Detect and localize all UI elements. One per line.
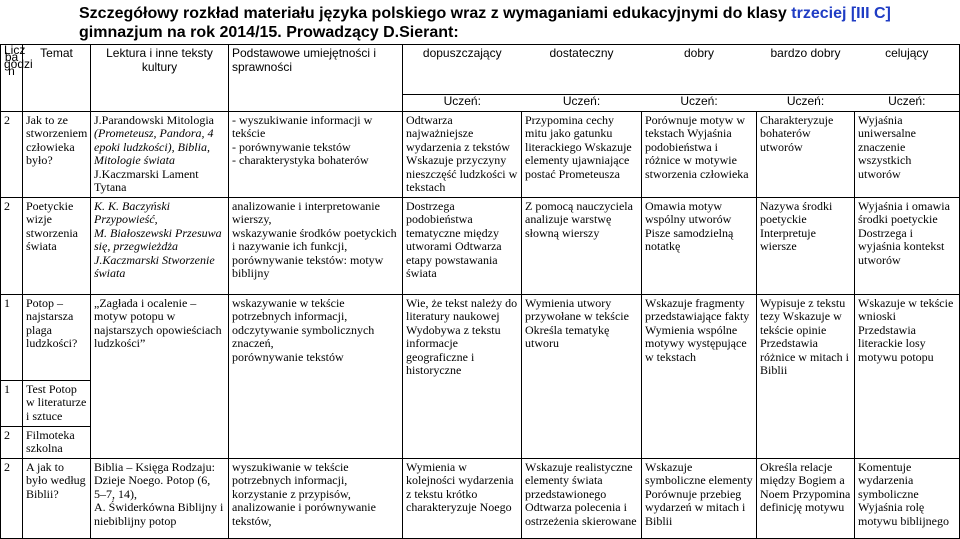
skill-line: wyszukiwanie w tekście potrzebnych informacji, xyxy=(232,459,349,487)
reading-line: (Prometeusz, Pandora, 4 epoki ludzkości), Biblia, Mitologie świata xyxy=(94,126,214,167)
title-part1: Szczegółowy rozkład materiału języka polskiego wraz z wymaganiami edukacyjnymi do klasy xyxy=(79,5,792,22)
row-dobry: Wskazuje symboliczne elementy Porównuje przebieg wydarzeń w mitach i Biblii xyxy=(642,458,757,538)
row-bdb: Określa relacje między Bogiem a Noem Przypomina definicję motywu xyxy=(757,458,855,538)
row-skills xyxy=(229,197,403,294)
reading-line: J.Kaczmarski Lament Tytana xyxy=(94,166,199,194)
row-topic: Filmoteka szkolna xyxy=(23,426,90,458)
skill-line: - charakterystyka bohaterów xyxy=(232,153,369,167)
row-topic: Jak to ze stworzeniem człowieka było? xyxy=(23,111,91,197)
header-umiejetnosci: Podstawowe umiejętności i sprawności xyxy=(229,45,403,112)
row-skills xyxy=(229,294,403,458)
row-dop: Wie, że tekst należy do literatury naukowej Wydobywa z tekstu informacje geograficzne i historyczne xyxy=(403,294,522,458)
reading-line: J.Kaczmarski Stworzenie świata xyxy=(94,252,215,280)
row-dobry: Wskazuje fragmenty przedstawiające fakty Wymienia wspólne motywy występujące w tekstach xyxy=(642,294,757,458)
skill-line: - porównywanie tekstów xyxy=(232,139,351,154)
row-dost: Wskazuje realistyczne elementy świata przedstawionego Odtwarza polecenia i ostrzeżenia skierowane xyxy=(522,458,642,538)
row-reading xyxy=(91,458,229,538)
row-hours: 2 xyxy=(1,458,23,538)
row-hours: 2 xyxy=(1,426,22,445)
skill-line: analizowanie i porównywanie tekstów, xyxy=(232,500,376,528)
title-class-highlight: trzeciej [III C] xyxy=(791,5,891,22)
row-bdb: Charakteryzuje bohaterów utworów xyxy=(757,111,855,197)
reading-line: J.Parandowski Mitologia xyxy=(94,112,214,127)
row-dost: Przypomina cechy mitu jako gatunku literackiego Wskazuje elementy ujawniające postać Prometeusza xyxy=(522,111,642,197)
row-hours: 1 xyxy=(1,380,22,426)
row-topic: Poetyckie wizje stworzenia świata xyxy=(23,197,91,294)
row-skills xyxy=(229,111,403,197)
row-cel: Wyjaśnia i omawia środki poetyckie Dostrzega i wyjaśnia kontekst utworów xyxy=(855,197,960,294)
header-uczen-bdb: Uczeń: xyxy=(757,95,855,112)
row-skills xyxy=(229,458,403,538)
skill-line: porównywanie tekstów xyxy=(232,349,344,364)
row-bdb: Nazywa środki poetyckie Interpretuje wiersze xyxy=(757,197,855,294)
header-level-cel: celujący xyxy=(855,45,960,95)
row-cel: Wskazuje w tekście wnioski Przedstawia literackie losy motywu potopu xyxy=(855,294,960,458)
skill-line: porównywanie tekstów: motyw biblijny xyxy=(232,252,384,280)
row-hours: 2 xyxy=(1,197,23,294)
skill-line: odczytywanie symbolicznych znaczeń, xyxy=(232,322,375,350)
header-lp: Licz ba godzi n xyxy=(1,45,23,112)
row-topic-stack xyxy=(23,294,91,458)
skill-line: wskazywanie środków poetyckich i nazywanie ich funkcji, xyxy=(232,225,397,253)
row-dop: Odtwarza najważniejsze wydarzenia z tekstów Wskazuje przyczyny nieszczęść ludzkości w tekstach xyxy=(403,111,522,197)
header-level-dop: dopuszczający xyxy=(403,45,522,95)
row-topic: A jak to było według Biblii? xyxy=(23,458,91,538)
row-dop: Dostrzega podobieństwa tematyczne między utworami Odtwarza etapy powstawania świata xyxy=(403,197,522,294)
skill-line: wskazywanie w tekście potrzebnych informacji, xyxy=(232,295,348,323)
row-cel: Wyjaśnia uniwersalne znaczenie wszystkich utworów xyxy=(855,111,960,197)
row-hours: 2 xyxy=(1,111,23,197)
header-level-dost: dostateczny xyxy=(522,45,642,95)
header-uczen-dop: Uczeń: xyxy=(403,95,522,112)
row-dost: Wymienia utwory przywołane w tekście Określa tematykę utworu xyxy=(522,294,642,458)
table-row xyxy=(1,197,960,294)
table-row xyxy=(1,294,960,458)
header-level-dobry: dobry xyxy=(642,45,757,95)
reading-line: A. Świderkówna Biblijny i niebiblijny potop xyxy=(94,500,224,528)
row-reading xyxy=(91,294,229,458)
row-hours: 1 xyxy=(4,295,10,310)
reading-line: Biblia – Księga Rodzaju: Dzieje Noego. Potop (6, 5–7, 14), xyxy=(94,459,215,501)
header-lektura: Lektura i inne teksty kultury xyxy=(91,45,229,112)
curriculum-table xyxy=(0,44,960,539)
reading-line: „Zagłada i ocalenie – motyw potopu w najstarszych opowieściach ludzkości” xyxy=(94,295,222,350)
skill-line: - wyszukiwanie informacji w tekście xyxy=(232,112,373,140)
row-cel: Komentuje wydarzenia symboliczne Wyjaśnia rolę motywu biblijnego xyxy=(855,458,960,538)
row-reading xyxy=(91,197,229,294)
row-topic: Test Potop w literaturze i sztuce xyxy=(23,380,90,426)
row-reading xyxy=(91,111,229,197)
header-temat: Temat xyxy=(23,45,91,112)
table-row xyxy=(1,458,960,538)
header-uczen-cel: Uczeń: xyxy=(855,95,960,112)
row-dobry: Porównuje motyw w tekstach Wyjaśnia podobieństwa i różnice w motywie stworzenia człowieka xyxy=(642,111,757,197)
title-part2: gimnazjum na rok 2014/15. Prowadzący D.Sierant: xyxy=(79,24,459,41)
row-dost: Z pomocą nauczyciela analizuje warstwę słowną wierszy xyxy=(522,197,642,294)
row-bdb: Wypisuje z tekstu tezy Wskazuje w tekście opinie Przedstawia różnice w mitach i Biblii xyxy=(757,294,855,458)
header-row xyxy=(1,45,960,95)
header-uczen-dost: Uczeń: xyxy=(522,95,642,112)
row-dop: Wymienia w kolejności wydarzenia z tekstu krótko charakteryzuje Noego xyxy=(403,458,522,538)
header-uczen-dobry: Uczeń: xyxy=(642,95,757,112)
header-level-bdb: bardzo dobry xyxy=(757,45,855,95)
row-hours-stack xyxy=(1,294,23,458)
skill-line: analizowanie i interpretowanie wierszy, xyxy=(232,198,380,226)
table-row xyxy=(1,111,960,197)
row-dobry: Omawia motyw wspólny utworów Pisze samodzielną notatkę xyxy=(642,197,757,294)
document-title xyxy=(79,4,949,42)
reading-line: M. Białoszewski Przesuwa się, przegwieżdża xyxy=(94,225,222,253)
skill-line: korzystanie z przypisów, xyxy=(232,486,351,501)
row-topic: Potop – najstarsza plaga ludzkości? xyxy=(26,295,78,350)
reading-line: K. K. Baczyński Przypowieść, xyxy=(94,198,170,226)
